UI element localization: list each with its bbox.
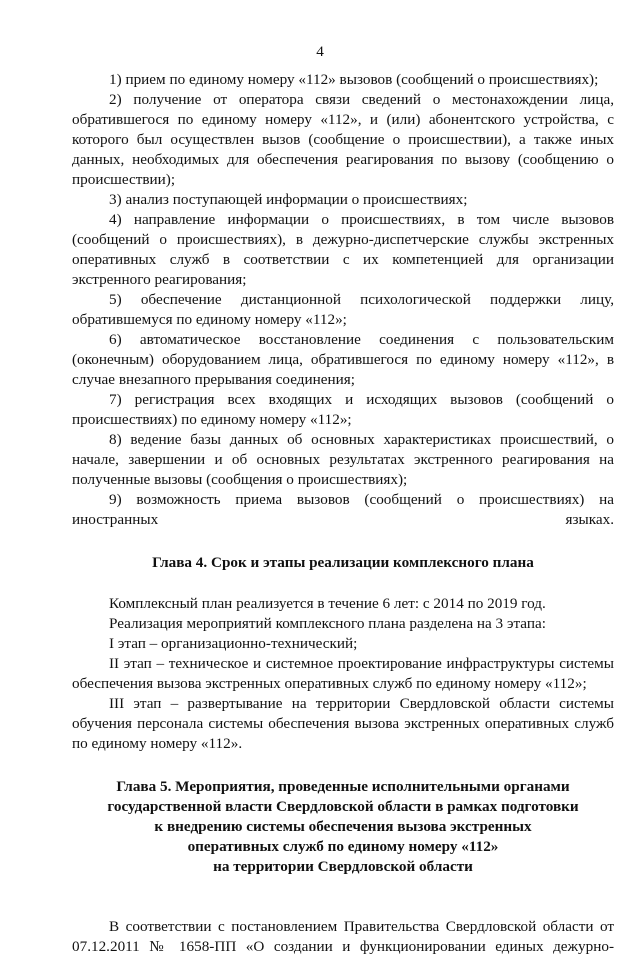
list-item: 1) прием по единому номеру «112» вызовов (сообщений о происшествиях); [109,71,599,88]
heading-line: на территории Свердловской области [213,858,473,875]
list-item: 3) анализ поступающей информации о происшествиях; [109,191,468,208]
list-item: 2) получение от оператора связи сведений о местонахождении лица, обратившегося по единому номеру «112», и (или) абонентского устройства, с которого был осуществлен вызов (сообщение о происшествии), а также иных данных, необходимых для обеспечения реагирования по вызову (сообщению о происшествии); [72,91,614,188]
list-item: 8) ведение базы данных об основных характеристиках происшествий, о начале, завершении и об основных результатах экстренного реагирования на полученные вызовы (сообщения о происшествиях); [72,431,614,488]
page-number: 4 [316,43,324,60]
list-item: 4) направление информации о происшествиях, в том числе вызовов (сообщений о происшествиях), в дежурно-диспетчерские службы экстренных оперативных служб в соответствии с их компетенцией для организации экстренного реагирования; [72,211,614,288]
heading-line: Глава 5. Мероприятия, проведенные исполнительными органами [116,778,570,795]
paragraph: III этап – развертывание на территории Свердловской области системы обучения персонала системы обеспечения вызова экстренных оперативных служб по единому номеру «112». [72,695,614,752]
paragraph: Реализация мероприятий комплексного плана разделена на 3 этапа: [109,615,546,632]
paragraph: I этап – организационно-технический; [109,635,358,652]
paragraph: II этап – техническое и системное проектирование инфраструктуры системы обеспечения вызова экстренных оперативных служб по единому номеру «112»; [72,655,614,692]
paragraph: Комплексный план реализуется в течение 6 лет: с 2014 по 2019 год. [109,595,546,612]
capabilities-list [72,70,614,530]
list-item: 6) автоматическое восстановление соединения с пользовательским (оконечным) оборудованием лица, обратившегося по единому номеру «112», в случае внезапного прерывания соединения; [72,331,614,388]
heading-line: оперативных служб по единому номеру «112» [187,838,499,855]
list-item: 9) возможность приема вызовов (сообщений о происшествиях) на иностранных языках. [72,491,614,528]
list-item: 7) регистрация всех входящих и исходящих вызовов (сообщений о происшествиях) по единому номеру «112»; [72,391,614,428]
document-body [72,70,614,957]
chapter-5-heading [72,777,614,877]
heading-line: государственной власти Свердловской области в рамках подготовки [107,798,579,815]
list-item: 5) обеспечение дистанционной психологической поддержки лицу, обратившемуся по единому номеру «112»; [72,291,614,328]
heading-line: к внедрению системы обеспечения вызова экстренных [154,818,532,835]
chapter-5-paragraph: В соответствии с постановлением Правительства Свердловской области от 07.12.2011 № 1658-ПП «О создании и функционировании единых дежурно- [72,918,614,955]
chapter-4-heading: Глава 4. Срок и этапы реализации комплексного плана [152,554,534,571]
chapter-4-body [72,594,614,754]
